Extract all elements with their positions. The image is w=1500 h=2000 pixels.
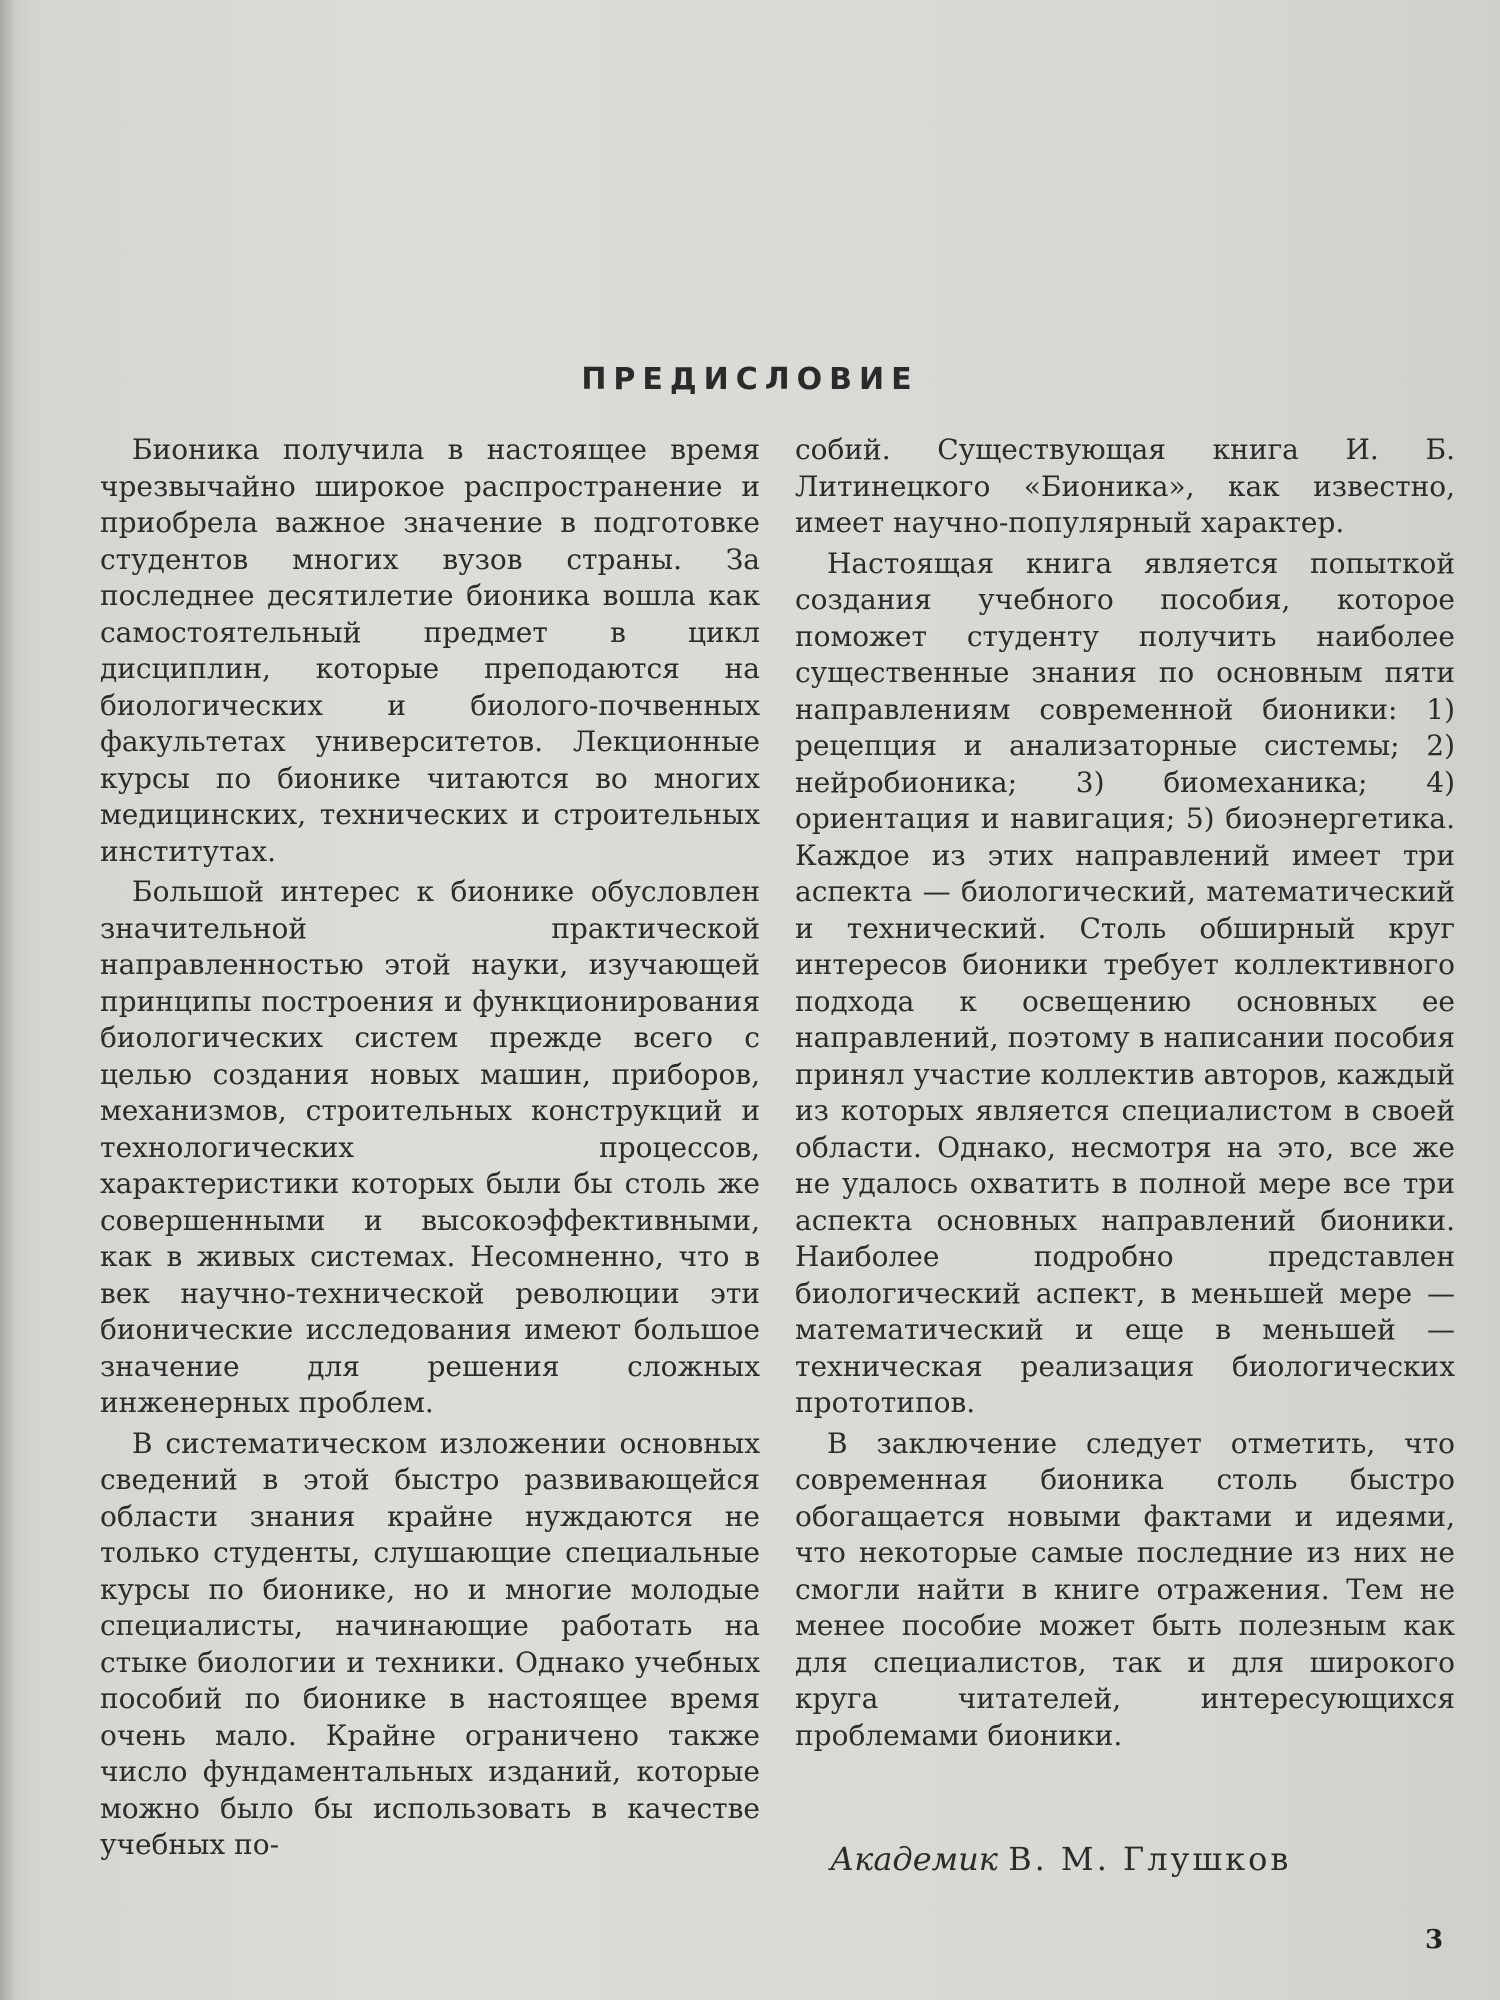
paragraph: Бионика получила в настоящее время чрезвычайно широкое распространение и приобрела важное значение в подготовке студентов многих вузов страны. За последнее десятилетие бионика вошла как самостоятельный предмет в цикл дисциплин, которые преподаются на биологических и биолого-почвенных факультетах университетов. Лекционные курсы по бионике читаются во многих медицинских, технических и строительных институтах. xyxy=(100,433,760,868)
left-column xyxy=(100,432,760,1868)
author-name: В. М. Глушков xyxy=(1008,1840,1292,1878)
paragraph: В систематическом изложении основных сведений в этой быстро развивающейся области знания крайне нуждаются не только студенты, слушающие специальные курсы по бионике, но и многие молодые специалисты, начинающие работать на стыке биологии и техники. Однако учебных пособий по бионике в настоящее время очень мало. Крайне ограничено также число фундаментальных изданий, которые можно было бы использовать в качестве учебных по- xyxy=(100,1426,760,1861)
author-signature xyxy=(830,1840,1450,1878)
paragraph: Настоящая книга является попыткой создания учебного пособия, которое поможет студенту получить наиболее существенные знания по основным пяти направлениям современной бионики: 1) рецепция и анализаторные системы; 2) нейробионика; 3) биомеханика; 4) ориентация и навигация; 5) биоэнергетика. Каждое из этих направлений имеет три аспекта — биологический, математический и технический. Столь обширный круг интересов бионики требует коллективного подхода к освещению основных ее направлений, поэтому в написании пособия принял участие коллектив авторов, каждый из которых является специалистом в своей области. Однако, несмотря на это, все же не удалось охватить в полной мере все три аспекта основных направлений бионики. Наиболее подробно представлен биологический аспект, в меньшей мере — математический и еще в меньшей — техническая реализация биологических прототипов. xyxy=(795,546,1455,1419)
paragraph: В заключение следует отметить, что современная бионика столь быстро обогащается новыми фактами и идеями, что некоторые самые последние из них не смогли найти в книге отражения. Тем не менее пособие может быть полезным как для специалистов, так и для широкого круга читателей, интересующихся проблемами бионики. xyxy=(795,1426,1455,1752)
page-heading: ПРЕДИСЛОВИЕ xyxy=(581,362,919,397)
author-title: Академик xyxy=(830,1840,998,1878)
right-column xyxy=(795,432,1455,1758)
paragraph: Большой интерес к бионике обусловлен значительной практической направленностью этой науки, изучающей принципы построения и функционирования биологических систем прежде всего с целью создания новых машин, приборов, механизмов, строительных конструкций и технологических процессов, характеристики которых были бы столь же совершенными и высокоэффективными, как в живых системах. Несомненно, что в век научно-технической революции эти бионические исследования имеют большое значение для решения сложных инженерных проблем. xyxy=(100,875,760,1419)
page-binding-edge xyxy=(0,0,16,2000)
paragraph-continued: собий. Существующая книга И. Б. Литинецкого «Бионика», как известно, имеет научно-популярный характер. xyxy=(795,433,1455,539)
page-number: 3 xyxy=(1425,1925,1444,1955)
